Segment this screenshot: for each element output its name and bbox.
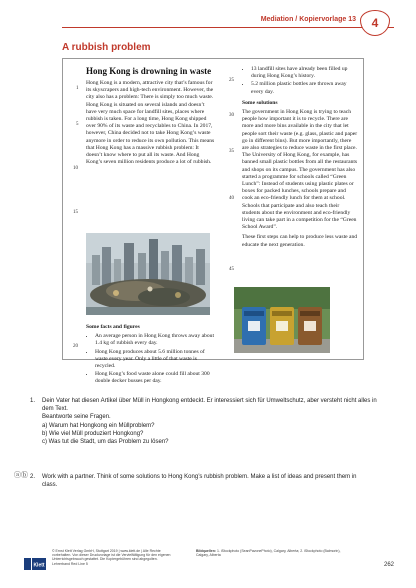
page-number: 262 (383, 562, 394, 568)
right-bullets (242, 66, 358, 96)
task2-text: Work with a partner. Think of some solutions to Hong Kong’s rubbish problem. Make a list of ideas and present them in class. (42, 474, 357, 489)
chapter-badge: 4 (360, 10, 390, 36)
article-left-column (86, 66, 216, 169)
task1-instruction: Beantworte seine Fragen. (42, 414, 111, 421)
fact-item: • 13 landfill sites have already been filled up during Hong Kong’s history. (251, 66, 358, 80)
copyright-block (52, 549, 174, 566)
section-label: Mediation / Kopiervorlage 13 (260, 16, 356, 23)
line-number: 30 (229, 113, 234, 118)
task2-number: 2. (30, 474, 36, 480)
solutions-paragraph: The government in Hong Kong is trying to teach people how important it is to recycle. There are more and more bins available in the city that let people sort their waste (e.g. glass, plastic and paper go in different bins). But more importantly, there are also strategies to reduce waste in the first place. The University of Hong Kong, for example, has banned small plastic bottles from all the restaurants and shops on its campus. The government has also started a programme for schools called “Green Lunch”: Instead of students using plastic plates or boxes for packed lunches, schools prepare and cook an eco-friendly lunch for them at school. Schools that participate and also teach their students about the environment and eco-friendly living can take part in a competition for the “Green School Award”. (242, 109, 358, 231)
page-title: A rubbish problem (62, 42, 151, 53)
header-divider (62, 27, 394, 28)
task1-text: Dein Vater hat diesen Artikel über Müll in Hongkong entdeckt. Er interessiert sich für Umweltschutz, aber versteht nicht alles in dem Text. (42, 398, 377, 413)
fact-item: • Hong Kong produces about 5.6 million tonnes of waste every year. Only a little of that waste is recycled. (95, 349, 218, 371)
facts-section (86, 324, 218, 387)
task1-question: a) Warum hat Hongkong ein Müllproblem? (42, 422, 155, 429)
task1-question: b) Wie viel Müll produziert Hongkong? (42, 430, 144, 437)
line-number: 15 (73, 210, 78, 215)
line-number: 1 (76, 86, 79, 91)
article-right-column (242, 66, 358, 252)
solutions-heading: Some solutions (242, 99, 278, 106)
partner-work-icon: ⓐⓑ (14, 472, 28, 479)
line-number: 5 (76, 122, 79, 127)
recycling-bins-photo (234, 287, 330, 353)
task1-question: c) Was tut die Stadt, um das Problem zu lösen? (42, 439, 169, 446)
facts-list (86, 333, 218, 385)
line-number: 25 (229, 78, 234, 83)
copyright-text: © Ernst Klett Verlag GmbH, Stuttgart 2019 | www.klett.de | Alle Rechte vorbehalten. Von dieser Druckvorlage ist die Vervielfältigung für den eigenen Unterrichtsgebrauch gestattet. Die Kopiergebühren sind abgegolten. (52, 549, 171, 562)
line-number: 45 (229, 267, 234, 272)
klett-logo (24, 558, 46, 570)
task1-block (42, 397, 382, 446)
facts-heading: Some facts and figures (86, 324, 140, 330)
credits-text: 1. iStockphoto (SeanPavonePhoto), Calgary, Alberta; 2. iStockphoto (Balmorin), Calgary, Alberta (196, 549, 341, 558)
line-number: 10 (73, 166, 78, 171)
credits-label: Bildquellen: (196, 549, 217, 553)
credits-block (196, 549, 346, 557)
landfill-photo (86, 233, 210, 315)
line-number: 40 (229, 196, 234, 201)
series-text: Lehrerband Red Line 5 (52, 561, 88, 566)
fact-item: • An average person in Hong Kong throws away about 1.4 kg of rubbish every day. (95, 333, 218, 347)
article-headline: Hong Kong is drowning in waste (86, 66, 212, 76)
line-number: 35 (229, 149, 234, 154)
fact-item: • Hong Kong’s food waste alone could fill about 300 double decker busses per day. (95, 371, 218, 385)
article-intro: Hong Kong is a modern, attractive city that’s famous for its skyscrapers and high-tech environment. However, the city also has a problem: There is simply too much waste. Hong Kong is situated on several islands and doesn’t have very much space for landfill sites, places where rubbish is taken. For a long time, Hong Kong shipped over 90% of its waste and recyclables to China. In 2017, however, China decided not to take Hong Kong’s waste anymore in order to reduce its own pollution. This means that Hong Kong has a massive rubbish problem: It doesn’t know where to put all its waste. And Hong Kong’s seven million residents produce a lot of rubbish. (86, 80, 215, 166)
task1-number: 1. (30, 398, 36, 404)
line-number: 20 (73, 344, 78, 349)
fact-item: • 5.2 million plastic bottles are thrown away every day. (251, 81, 358, 95)
logo-text: Klett (33, 562, 45, 569)
solutions-conclusion: These first steps can help to produce less waste and educate the next generation. (242, 234, 358, 248)
